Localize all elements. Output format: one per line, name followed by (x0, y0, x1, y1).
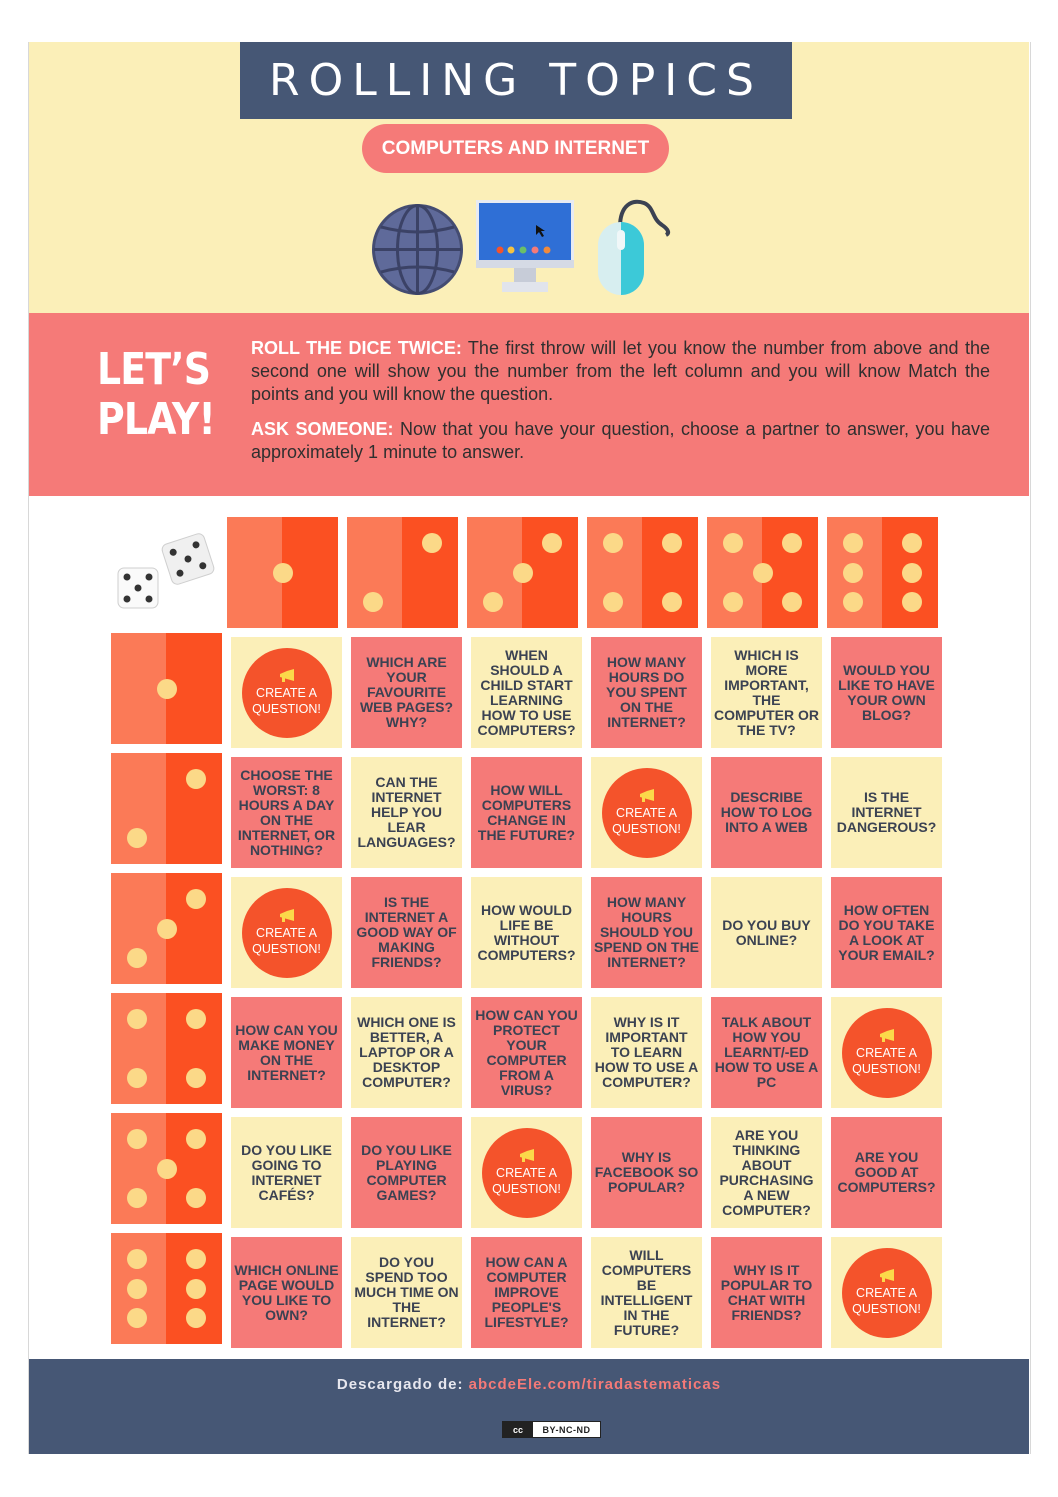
question-cell (231, 1117, 342, 1228)
license-text: BY-NC-ND (542, 1424, 591, 1435)
question-cell (711, 877, 822, 988)
column-die-1 (227, 517, 338, 628)
die-pip (662, 592, 682, 612)
question-text: HOW CAN YOU PROTECT YOUR COMPUTER FROM A VIRUS? (475, 1006, 578, 1098)
die-pip (186, 1188, 206, 1208)
row-die-4 (111, 993, 222, 1104)
question-cell (351, 637, 462, 748)
question-text: HOW MANY HOURS DO YOU SPENT ON THE INTERNET? (606, 654, 687, 730)
create-question-cell (591, 757, 702, 868)
die-pip (273, 563, 293, 583)
create-question-label-2: QUESTION! (852, 1061, 921, 1076)
question-text: DO YOU LIKE PLAYING COMPUTER GAMES? (361, 1141, 452, 1203)
lets-play-heading (97, 345, 215, 445)
megaphone-icon (878, 1029, 896, 1043)
die-pip (902, 592, 922, 612)
question-text: TALK ABOUT HOW YOU LEARNT/-ED HOW TO USE A PC (714, 1014, 819, 1090)
question-cell (351, 997, 462, 1108)
megaphone-icon (878, 1269, 896, 1283)
die-pip (157, 1159, 177, 1179)
row-die-3 (111, 873, 222, 984)
question-text: HOW OFTEN DO YOU TAKE A LOOK AT YOUR EMAIL? (838, 901, 935, 963)
question-cell (231, 1237, 342, 1348)
create-question-cell (231, 877, 342, 988)
instruction-ask-text: Now that you have your question, choose a partner to answer, you have approximately 1 minute to answer. (251, 419, 991, 462)
question-text: DO YOU BUY ONLINE? (722, 916, 811, 948)
create-question-cell (471, 1117, 582, 1228)
die-pip (902, 563, 922, 583)
create-question-label-1: CREATE A (256, 685, 317, 700)
question-text: WHY IS IT POPULAR TO CHAT WITH FRIENDS? (720, 1261, 813, 1323)
die-pip (662, 533, 682, 553)
question-cell (591, 877, 702, 988)
question-cell (471, 997, 582, 1108)
create-question-cell (231, 637, 342, 748)
question-text: CHOOSE THE WORST: 8 HOURS A DAY ON THE INTERNET, OR NOTHING? (237, 766, 336, 858)
license-logo: cc (503, 1422, 533, 1437)
question-text: IS THE INTERNET A GOOD WAY OF MAKING FRIENDS? (356, 894, 457, 970)
row-die-6 (111, 1233, 222, 1344)
question-cell (471, 637, 582, 748)
question-cell (831, 637, 942, 748)
question-cell (711, 1237, 822, 1348)
column-die-4 (587, 517, 698, 628)
die-pip (127, 1279, 147, 1299)
instruction-ask (251, 418, 990, 464)
question-text: HOW MANY HOURS SHOULD YOU SPEND ON THE INTERNET? (594, 894, 700, 970)
question-cell (831, 1117, 942, 1228)
die-pip (422, 533, 442, 553)
die-pip (186, 889, 206, 909)
page-title: ROLLING TOPICS (240, 42, 792, 119)
die-pip (157, 919, 177, 939)
create-question-badge (602, 768, 692, 858)
question-cell (831, 757, 942, 868)
die-pip (843, 563, 863, 583)
die-pip (127, 828, 147, 848)
die-pip (127, 1129, 147, 1149)
question-cell (471, 757, 582, 868)
question-text: HOW WOULD LIFE BE WITHOUT COMPUTERS? (477, 901, 576, 963)
create-question-label-2: QUESTION! (252, 941, 321, 956)
footer-label: Descargado de: (336, 1376, 469, 1393)
question-cell (471, 1237, 582, 1348)
die-pip (782, 533, 802, 553)
die-pip (127, 1249, 147, 1269)
die-pip (186, 1068, 206, 1088)
create-question-label-2: QUESTION! (612, 821, 681, 836)
create-question-cell (831, 997, 942, 1108)
create-question-badge (242, 888, 332, 978)
question-cell (831, 877, 942, 988)
question-text: WHY IS IT IMPORTANT TO LEARN HOW TO USE A COMPUTER? (594, 1014, 699, 1090)
die-pip (186, 1279, 206, 1299)
question-cell (591, 1237, 702, 1348)
question-text: WHY IS FACEBOOK SO POPULAR? (594, 1149, 699, 1195)
die-pip (723, 592, 743, 612)
die-pip (127, 1068, 147, 1088)
question-cell (231, 757, 342, 868)
instruction-roll (251, 337, 990, 406)
question-text: WHEN SHOULD A CHILD START LEARNING HOW TO USE COMPUTERS? (477, 646, 576, 738)
create-question-label-1: CREATE A (496, 1165, 557, 1180)
question-text: WOULD YOU LIKE TO HAVE YOUR OWN BLOG? (838, 661, 935, 723)
die-pip (723, 533, 743, 553)
create-question-badge (482, 1128, 572, 1218)
die-pip (603, 592, 623, 612)
lets-play-line1: LET’S (97, 344, 211, 395)
question-cell (591, 997, 702, 1108)
die-pip (186, 1009, 206, 1029)
create-question-label-2: QUESTION! (852, 1301, 921, 1316)
lets-play-line2: PLAY! (97, 394, 215, 445)
row-die-5 (111, 1113, 222, 1224)
column-die-3 (467, 517, 578, 628)
question-cell (591, 637, 702, 748)
footer-link[interactable]: abcdeEle.com/tiradastematicas (468, 1376, 722, 1393)
topic-subtitle: COMPUTERS AND INTERNET (362, 124, 669, 173)
die-pip (186, 1249, 206, 1269)
create-question-label-1: CREATE A (856, 1045, 917, 1060)
instruction-roll-label: ROLL THE DICE TWICE: (251, 338, 462, 358)
megaphone-icon (278, 669, 296, 683)
question-text: HOW CAN YOU MAKE MONEY ON THE INTERNET? (235, 1021, 338, 1083)
create-question-label-1: CREATE A (256, 925, 317, 940)
question-text: WHICH ARE YOUR FAVOURITE WEB PAGES? WHY? (359, 654, 454, 730)
die-pip (186, 1308, 206, 1328)
die-pip (363, 592, 383, 612)
die-pip (753, 563, 773, 583)
instruction-ask-label: ASK SOMEONE: (251, 419, 394, 439)
question-text: DO YOU SPEND TOO MUCH TIME ON THE INTERNET? (354, 1254, 459, 1330)
column-die-2 (347, 517, 458, 628)
megaphone-icon (278, 909, 296, 923)
question-text: IS THE INTERNET DANGEROUS? (836, 789, 937, 835)
column-die-6 (827, 517, 938, 628)
globe-icon (371, 203, 464, 296)
create-question-label-1: CREATE A (616, 805, 677, 820)
question-cell (711, 637, 822, 748)
die-pip (843, 533, 863, 553)
die-pip (902, 533, 922, 553)
die-pip (542, 533, 562, 553)
mouse-icon (592, 197, 672, 297)
create-question-label-2: QUESTION! (492, 1181, 561, 1196)
row-die-1 (111, 633, 222, 744)
question-text: HOW CAN A COMPUTER IMPROVE PEOPLE'S LIFESTYLE? (484, 1254, 569, 1330)
die-pip (157, 679, 177, 699)
question-cell (351, 877, 462, 988)
question-cell (351, 1117, 462, 1228)
question-text: WHICH IS MORE IMPORTANT, THE COMPUTER OR THE TV? (714, 646, 819, 738)
die-pip (782, 592, 802, 612)
question-text: WILL COMPUTERS BE INTELLIGENT IN THE FUTURE? (600, 1246, 693, 1338)
die-pip (513, 563, 533, 583)
footer (29, 1359, 1029, 1454)
die-pip (483, 592, 503, 612)
die-pip (127, 1308, 147, 1328)
question-cell (711, 757, 822, 868)
question-text: WHICH ONE IS BETTER, A LAPTOP OR A DESKTOP COMPUTER? (357, 1014, 456, 1090)
question-text: ARE YOU GOOD AT COMPUTERS? (837, 1149, 936, 1195)
question-text: CAN THE INTERNET HELP YOU LEAR LANGUAGES? (357, 774, 456, 850)
monitor-icon (476, 200, 574, 296)
create-question-badge (842, 1008, 932, 1098)
die-pip (186, 769, 206, 789)
question-cell (471, 877, 582, 988)
question-cell (711, 1117, 822, 1228)
question-text: ARE YOU THINKING ABOUT PURCHASING A NEW COMPUTER? (719, 1126, 814, 1218)
create-question-label-1: CREATE A (856, 1285, 917, 1300)
question-text: DO YOU LIKE GOING TO INTERNET CAFÉS? (241, 1141, 332, 1203)
megaphone-icon (638, 789, 656, 803)
question-cell (711, 997, 822, 1108)
die-pip (127, 1009, 147, 1029)
row-die-2 (111, 753, 222, 864)
two-dice-icon (112, 532, 217, 614)
die-pip (127, 948, 147, 968)
question-text: WHICH ONLINE PAGE WOULD YOU LIKE TO OWN? (234, 1261, 339, 1323)
question-text: DESCRIBE HOW TO LOG INTO A WEB (720, 789, 813, 835)
megaphone-icon (518, 1149, 536, 1163)
footer-credit (0, 1376, 1058, 1393)
create-question-badge (242, 648, 332, 738)
question-cell (591, 1117, 702, 1228)
die-pip (127, 1188, 147, 1208)
question-text: HOW WILL COMPUTERS CHANGE IN THE FUTURE? (477, 781, 576, 843)
die-pip (843, 592, 863, 612)
license-badge (502, 1421, 601, 1438)
die-pip (186, 1129, 206, 1149)
column-die-5 (707, 517, 818, 628)
instruction-roll-text: The first throw will let you know the number from above and the second one will show you the number from the left column and you will know Match the points and you will know the question. (251, 338, 990, 404)
question-cell (351, 1237, 462, 1348)
die-pip (603, 533, 623, 553)
question-cell (231, 997, 342, 1108)
create-question-cell (831, 1237, 942, 1348)
create-question-label-2: QUESTION! (252, 701, 321, 716)
question-cell (351, 757, 462, 868)
create-question-badge (842, 1248, 932, 1338)
